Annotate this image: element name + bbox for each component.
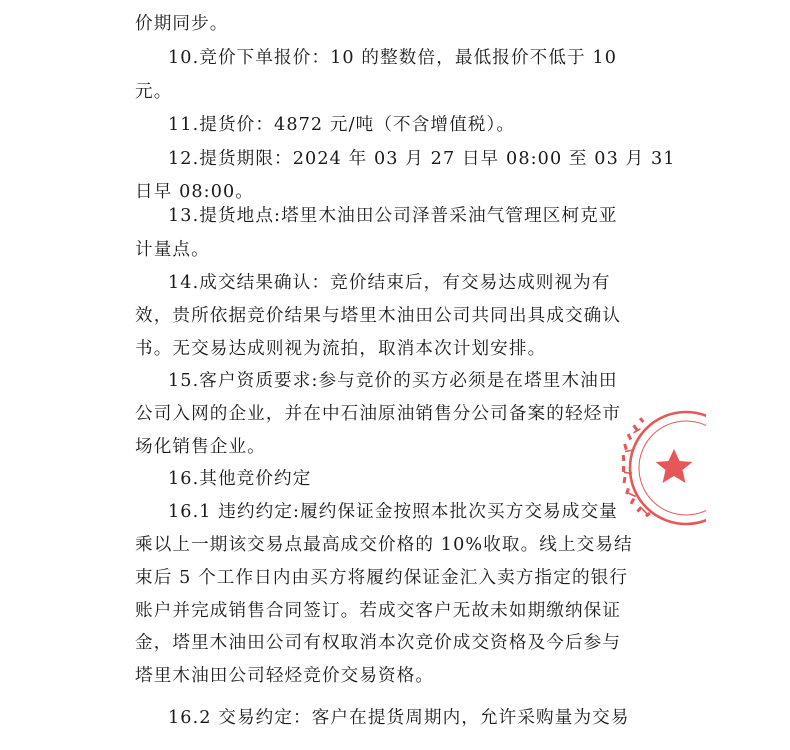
text-line-17: 乘以上一期该交易点最高成交价格的 10%收取。线上交易结: [135, 535, 633, 555]
text-line-1: 价期同步。: [135, 14, 229, 34]
text-line-4: 11.提货价：4872 元/吨（不含增值税）。: [168, 115, 516, 135]
text-line-8: 计量点。: [135, 240, 210, 260]
text-line-10: 效，贵所依据竞价结果与塔里木油田公司共同出具成交确认: [135, 306, 622, 326]
text-line-22: 16.2 交易约定：客户在提货周期内，允许采购量为交易: [168, 708, 630, 728]
official-seal: [610, 408, 706, 526]
seal-graphic: [610, 408, 706, 526]
text-line-5: 12.提货期限：2024 年 03 月 27 日早 08:00 至 03 月 31: [168, 149, 676, 169]
text-line-13: 公司入网的企业，并在中石油原油销售分公司备案的轻烃市: [135, 404, 622, 424]
text-line-15: 16.其他竞价约定: [168, 469, 312, 489]
text-line-14: 场化销售企业。: [135, 437, 266, 457]
text-line-9: 14.成交结果确认：竞价结束后，有交易达成则视为有: [168, 273, 611, 293]
text-line-2: 10.竞价下单报价：10 的整数倍，最低报价不低于 10: [168, 48, 618, 68]
text-line-16: 16.1 违约约定:履约保证金按照本批次买方交易成交量: [168, 502, 618, 522]
text-line-7: 13.提货地点:塔里木油田公司泽普采油气管理区柯克亚: [168, 206, 618, 226]
text-line-12: 15.客户资质要求:参与竞价的买方必须是在塔里木油田: [168, 371, 618, 391]
text-line-3: 元。: [135, 82, 173, 102]
text-line-20: 金，塔里木油田公司有权取消本次竞价成交资格及今后参与: [135, 633, 622, 653]
text-line-6: 日早 08:00。: [135, 182, 254, 202]
text-line-11: 书。无交易达成则视为流拍，取消本次计划安排。: [135, 339, 547, 359]
text-line-19: 账户并完成销售合同签订。若成交客户无故未如期缴纳保证: [135, 601, 622, 621]
text-line-21: 塔里木油田公司轻烃竞价交易资格。: [135, 666, 435, 686]
text-line-18: 束后 5 个工作日内由买方将履约保证金汇入卖方指定的银行: [135, 568, 629, 588]
